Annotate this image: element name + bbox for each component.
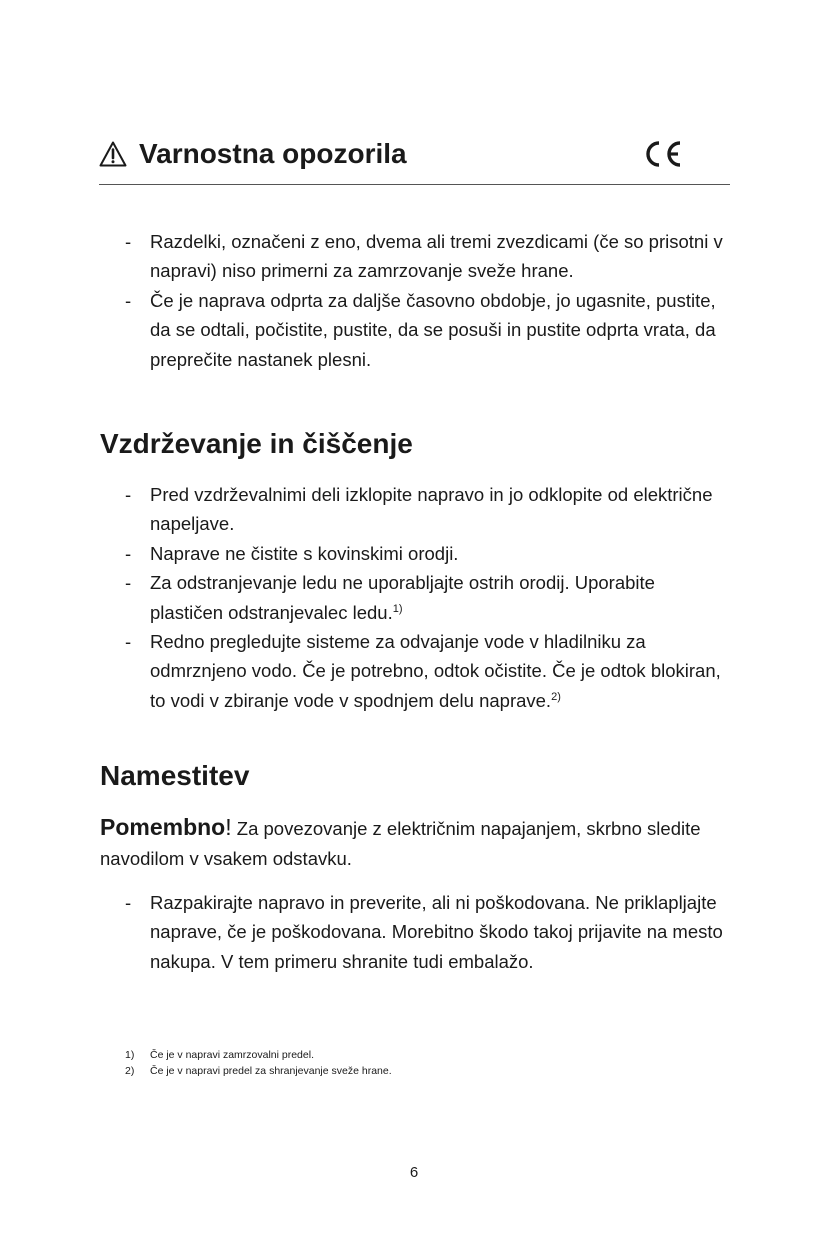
list-item [100, 568, 730, 627]
footnote [125, 1047, 392, 1063]
maintenance-list [100, 480, 730, 715]
footnote [125, 1063, 392, 1079]
important-text: Za povezovanje z električnim napajanjem, skrbno sledite navodilom v vsakem odstavku. [100, 818, 701, 869]
ce-mark-icon [644, 140, 684, 168]
list-item: - Pred vzdrževalnimi deli izklopite napravo in jo odklopite od električne napeljave. [100, 480, 730, 539]
list-item-text: Za odstranjevanje ledu ne uporabljajte ostrih orodij. Uporabite plastičen odstranjevalec ledu. [150, 572, 655, 623]
section-header [99, 136, 730, 185]
list-item: - Če je naprava odprta za daljše časovno obdobje, jo ugasnite, pustite, da se odtali, počistite, pustite, da se posuši in pustite odprta vrata, da preprečite nastanek plesni. [100, 286, 730, 374]
list-item-text: Redno pregledujte sisteme za odvajanje vode v hladilniku za odmrznjeno vodo. Če je potrebno, odtok očistite. Če je odtok blokiran, to vodi v zbiranje vode v spodnjem delu naprave. [150, 631, 721, 711]
list-item [100, 627, 730, 715]
page-title: Varnostna opozorila [139, 138, 407, 169]
safety-list [100, 227, 730, 374]
list-item: - Razdelki, označeni z eno, dvema ali tremi zvezdicami (če so prisotni v napravi) niso primerni za zamrzovanje sveže hrane. [100, 227, 730, 286]
installation-list [100, 888, 730, 976]
maintenance-title: Vzdrževanje in čiščenje [100, 428, 413, 459]
installation-title: Namestitev [100, 760, 250, 791]
list-item: - Naprave ne čistite s kovinskimi orodji. [100, 539, 730, 568]
footnote-ref: 1) [392, 602, 403, 615]
important-mark: ! [225, 814, 232, 840]
page-number: 6 [409, 1164, 419, 1181]
footnote-text: Če je v napravi predel za shranjevanje sveže hrane. [150, 1065, 392, 1077]
important-label: Pomembno [100, 814, 226, 840]
warning-triangle-icon [99, 141, 127, 167]
footnotes [125, 1047, 392, 1079]
footnote-number: 1) [125, 1049, 135, 1061]
footnote-number: 2) [125, 1065, 135, 1077]
footnote-text: Če je v napravi zamrzovalni predel. [150, 1049, 314, 1061]
list-item: - Razpakirajte napravo in preverite, ali ni poškodovana. Ne priklapljajte naprave, če je poškodovana. Morebitno škodo takoj prijavite na mesto nakupa. V tem primeru shranite tudi embalažo. [100, 888, 730, 976]
important-note [100, 812, 730, 874]
footnote-ref: 2) [551, 690, 561, 703]
